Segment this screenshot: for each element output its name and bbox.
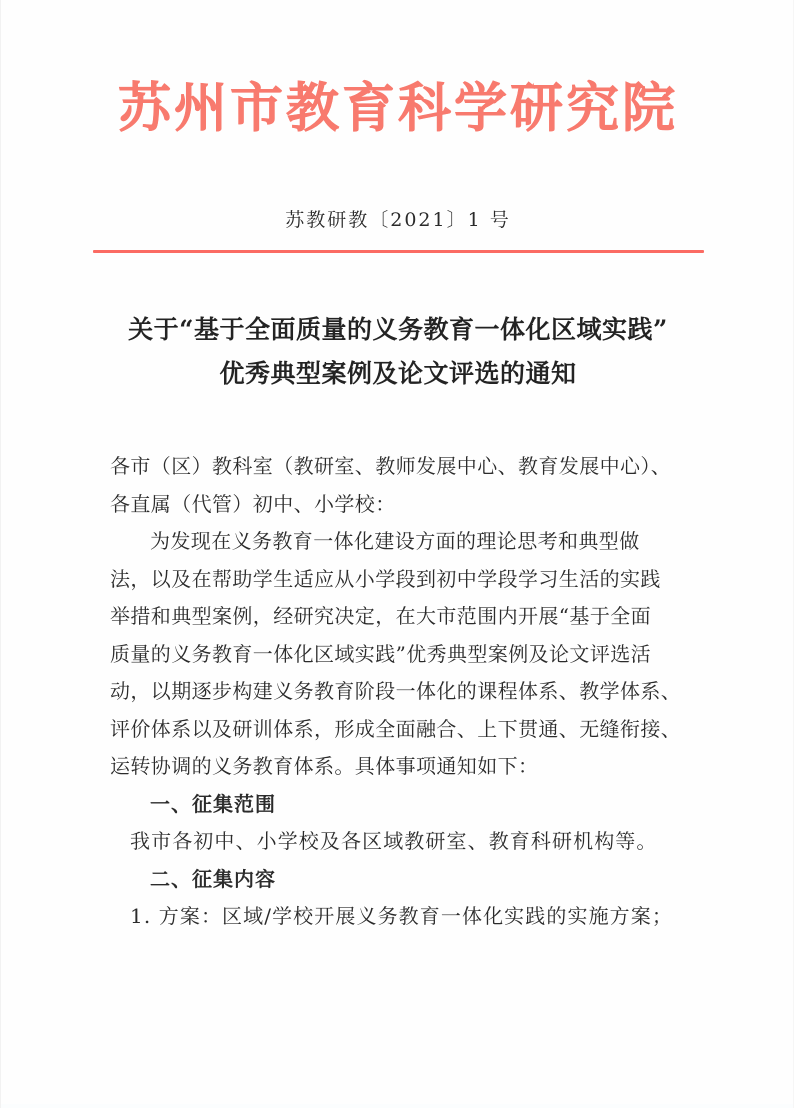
document-body [110,448,705,936]
document-number: 苏教研教〔2021〕1 号 [285,209,511,231]
letterhead [1,78,794,139]
letterhead-organization-name: 苏州市教育科学研究院 [118,77,678,139]
scan-edge-artifact [1,1104,794,1108]
intro-paragraph-line-3: 举措和典型案例，经研究决定，在大市范围内开展“基于全面 [110,604,652,628]
intro-paragraph-line-6: 评价体系以及研训体系，形成全面融合、上下贯通、无缝衔接、 [110,716,682,741]
intro-paragraph-line-5: 动，以期逐步构建义务教育阶段一体化的课程体系、教学体系、 [110,679,682,703]
page-title [98,308,698,396]
intro-paragraph-line-4: 质量的义务教育一体化区域实践”优秀典型案例及论文评选活 [110,641,652,666]
document-number-row [1,205,794,232]
section-heading-2: 二、征集内容 [150,866,276,891]
section-1-line-1: 我市各初中、小学校及各区域教研室、教育科研机构等。 [130,829,658,853]
section-heading-1: 一、征集范围 [150,791,276,816]
section-2-line-1: 1. 方案：区域/学校开展义务教育一体化实践的实施方案； [130,904,673,928]
red-separator-rule [93,250,704,253]
page-title-line-2: 优秀典型案例及论文评选的通知 [219,359,577,388]
intro-paragraph-line-1: 为发现在义务教育一体化建设方面的理论思考和典型做 [150,529,640,553]
recipient-line-1: 各市（区）教科室（教研室、教师发展中心、教育发展中心）、 [110,454,672,478]
intro-paragraph-line-7: 运转协调的义务教育体系。具体事项通知如下： [110,754,539,778]
recipient-line-2: 各直属（代管）初中、小学校： [110,491,396,516]
intro-paragraph-line-2: 法，以及在帮助学生适应从小学段到初中学段学习生活的实践 [110,566,661,591]
page-title-line-1: 关于“基于全面质量的义务教育一体化区域实践” [128,315,668,344]
